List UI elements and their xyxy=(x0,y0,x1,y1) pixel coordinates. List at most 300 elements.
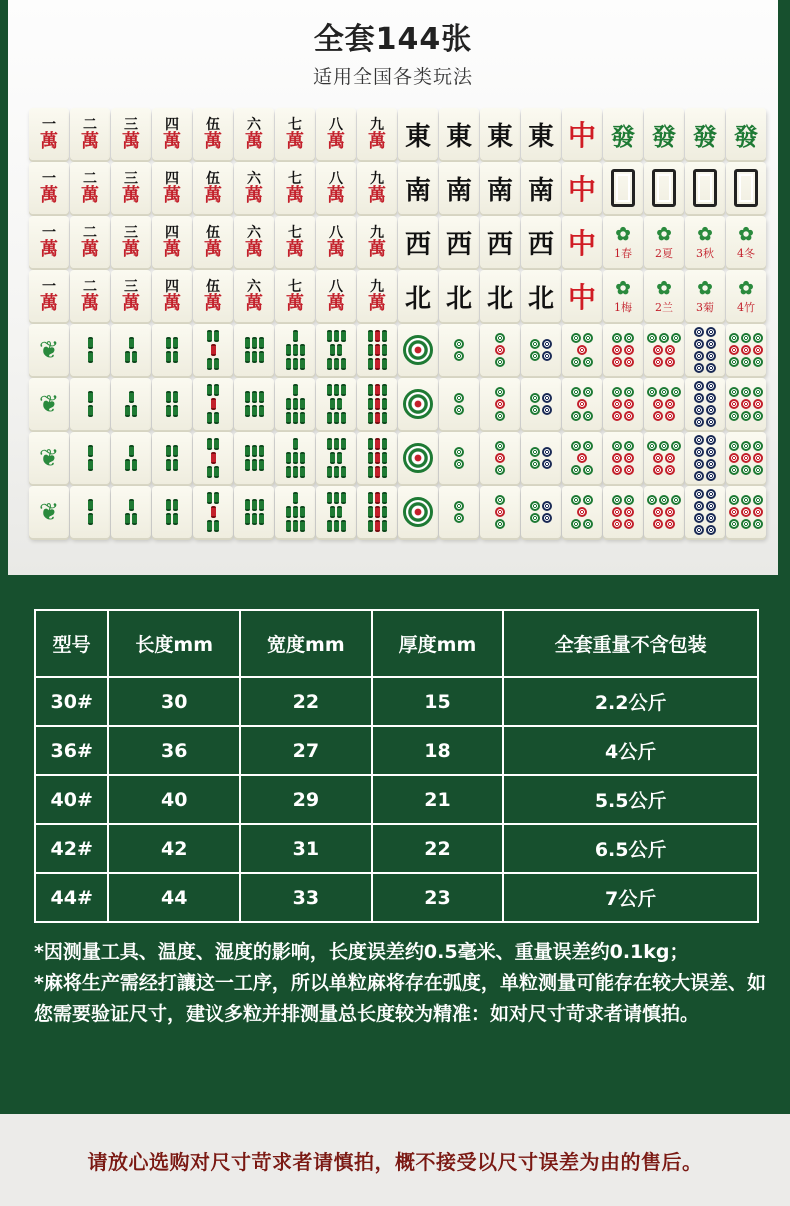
cell-width: 27 xyxy=(240,726,372,775)
bamboo-stick xyxy=(214,412,219,424)
circle-pip xyxy=(495,345,505,355)
circle-pip xyxy=(706,327,716,337)
bamboo-stick xyxy=(330,398,335,410)
bamboo-stick xyxy=(173,459,178,471)
mahjong-tile xyxy=(398,108,438,160)
circle-row xyxy=(653,465,675,475)
bamboo-stick xyxy=(286,398,291,410)
circle-pip xyxy=(454,447,464,457)
circle-pip xyxy=(694,363,704,373)
mahjong-tile xyxy=(111,324,151,376)
tile-number: 八 xyxy=(329,278,343,295)
circle-pip xyxy=(729,387,739,397)
mahjong-tile xyxy=(644,324,684,376)
mahjong-tile xyxy=(152,324,192,376)
circle-row xyxy=(454,351,464,361)
circle-pip xyxy=(495,357,505,367)
mahjong-tile xyxy=(357,162,397,214)
circle-pip xyxy=(624,465,634,475)
circle-face xyxy=(454,339,464,361)
circle-pip xyxy=(753,495,763,505)
bamboo-row xyxy=(207,412,219,424)
circle-pip xyxy=(694,405,704,415)
circle-pip xyxy=(741,357,751,367)
tile-number: 八 xyxy=(329,170,343,187)
mahjong-tile xyxy=(521,378,561,430)
mahjong-tile xyxy=(111,432,151,484)
wind-tile-face: 東 xyxy=(404,121,431,152)
circle-face xyxy=(454,393,464,415)
circle-pip xyxy=(583,333,593,343)
bamboo-face xyxy=(166,391,178,417)
bamboo-stick xyxy=(166,459,171,471)
circle-pip xyxy=(495,453,505,463)
bamboo-stick xyxy=(327,330,332,342)
circle-pip xyxy=(624,333,634,343)
bamboo-stick xyxy=(173,499,178,511)
circle-pip xyxy=(659,333,669,343)
mahjong-tile xyxy=(70,378,110,430)
bamboo-stick xyxy=(259,351,264,363)
circle-pip xyxy=(729,507,739,517)
mahjong-tile xyxy=(152,486,192,538)
bamboo-row xyxy=(166,405,178,417)
bamboo-row xyxy=(327,438,346,450)
bamboo-stick xyxy=(166,499,171,511)
tile-suit: 萬 xyxy=(163,292,181,314)
character-tile-face xyxy=(245,172,263,205)
bamboo-stick xyxy=(368,466,373,478)
tile-suit: 萬 xyxy=(327,238,345,260)
bamboo-face xyxy=(207,492,219,532)
tile-suit: 萬 xyxy=(327,130,345,152)
mahjong-tile xyxy=(562,270,602,322)
circle-pip xyxy=(659,387,669,397)
circle-pip xyxy=(653,399,663,409)
bamboo-stick xyxy=(368,492,373,504)
bamboo-stick xyxy=(382,492,387,504)
character-tile-face xyxy=(122,118,140,151)
circle-pip xyxy=(624,441,634,451)
circle-face xyxy=(454,447,464,469)
bamboo-stick xyxy=(382,330,387,342)
bamboo-face xyxy=(166,445,178,471)
flower-icon: ✿ xyxy=(697,224,713,246)
bamboo-row xyxy=(368,398,387,410)
bamboo-stick xyxy=(88,391,93,403)
bamboo-stick xyxy=(382,398,387,410)
bamboo-stick xyxy=(382,344,387,356)
circle-pip xyxy=(530,501,540,511)
circle-pip xyxy=(495,387,505,397)
circle-row xyxy=(612,399,634,409)
circle-pip xyxy=(583,519,593,529)
bamboo-stick xyxy=(337,344,342,356)
bamboo-stick xyxy=(327,384,332,396)
circle-row xyxy=(729,411,763,421)
tile-number: 一 xyxy=(42,278,56,295)
circle-row xyxy=(577,453,587,463)
tile-number: 六 xyxy=(247,116,261,133)
mahjong-tile xyxy=(234,324,274,376)
circle-row xyxy=(530,501,552,511)
bamboo-face xyxy=(88,391,93,417)
circle-pip xyxy=(495,333,505,343)
tile-suit: 萬 xyxy=(327,184,345,206)
circle-pip xyxy=(495,519,505,529)
bamboo-stick xyxy=(252,405,257,417)
bamboo-row xyxy=(88,445,93,457)
circle-pip xyxy=(495,495,505,505)
mahjong-tile xyxy=(29,270,69,322)
circle-row xyxy=(495,399,505,409)
circle-face xyxy=(530,339,552,361)
tile-number: 四 xyxy=(165,170,179,187)
mahjong-tile xyxy=(521,324,561,376)
mahjong-tile xyxy=(275,486,315,538)
bamboo-row xyxy=(286,452,305,464)
mahjong-tile xyxy=(29,324,69,376)
bamboo-face xyxy=(245,337,264,363)
mahjong-tile xyxy=(439,486,479,538)
tile-number: 七 xyxy=(288,170,302,187)
circle-row xyxy=(694,405,716,415)
bamboo-row xyxy=(129,499,134,511)
circle-pip xyxy=(729,495,739,505)
tile-suit: 萬 xyxy=(245,130,263,152)
circle-pip xyxy=(741,495,751,505)
bamboo-stick xyxy=(341,384,346,396)
circle-pip xyxy=(530,405,540,415)
circle-pip xyxy=(612,519,622,529)
bamboo-stick xyxy=(341,438,346,450)
mahjong-tile xyxy=(603,324,643,376)
mahjong-tile xyxy=(644,432,684,484)
bamboo-row xyxy=(286,520,305,532)
bamboo-stick xyxy=(245,513,250,525)
circle-face xyxy=(530,447,552,469)
circle-pip xyxy=(741,399,751,409)
flower-label: 2兰 xyxy=(655,300,673,314)
character-tile-face xyxy=(245,226,263,259)
circle-pip xyxy=(665,519,675,529)
circle-pip xyxy=(454,513,464,523)
bamboo-stick xyxy=(341,330,346,342)
circle-pip xyxy=(624,399,634,409)
bamboo-row xyxy=(327,330,346,342)
wind-tile-face: 南 xyxy=(527,175,554,206)
bamboo-face xyxy=(125,391,137,417)
circle-pip xyxy=(647,441,657,451)
bamboo-stick xyxy=(375,438,380,450)
circle-pip xyxy=(571,495,581,505)
bamboo-stick xyxy=(300,520,305,532)
circle-pip xyxy=(665,345,675,355)
bamboo-face xyxy=(125,337,137,363)
bamboo-row xyxy=(125,513,137,525)
character-tile-face xyxy=(204,172,222,205)
circle-face xyxy=(694,489,716,535)
circle-pip xyxy=(653,453,663,463)
bamboo-stick xyxy=(334,438,339,450)
mahjong-tile xyxy=(480,162,520,214)
circle-row xyxy=(454,339,464,349)
circle-pip xyxy=(671,333,681,343)
bamboo-stick xyxy=(327,520,332,532)
bamboo-stick xyxy=(245,445,250,457)
circle-row xyxy=(577,345,587,355)
bamboo-stick xyxy=(375,506,380,518)
bamboo-stick xyxy=(132,405,137,417)
wind-tile-face: 北 xyxy=(527,283,554,314)
circle-row xyxy=(647,333,681,343)
circle-pip xyxy=(706,363,716,373)
bamboo-stick xyxy=(293,520,298,532)
wind-tile-face: 北 xyxy=(486,283,513,314)
mahjong-tile xyxy=(644,378,684,430)
character-tile-face xyxy=(286,280,304,313)
wind-tile-face: 南 xyxy=(445,175,472,206)
circle-pip xyxy=(694,339,704,349)
tile-number: 三 xyxy=(124,278,138,295)
tile-number: 伍 xyxy=(206,116,220,133)
circle-row xyxy=(653,519,675,529)
mahjong-tile xyxy=(193,216,233,268)
bamboo-stick xyxy=(375,384,380,396)
circle-row xyxy=(694,435,716,445)
bamboo-stick xyxy=(341,358,346,370)
mahjong-tile xyxy=(70,270,110,322)
bamboo-stick xyxy=(214,466,219,478)
mahjong-tile xyxy=(29,486,69,538)
circle-pip xyxy=(542,339,552,349)
bamboo-row xyxy=(166,499,178,511)
mahjong-tile xyxy=(398,162,438,214)
circle-row xyxy=(495,387,505,397)
tile-suit: 萬 xyxy=(122,184,140,206)
bamboo-stick xyxy=(166,405,171,417)
bamboo-stick xyxy=(166,513,171,525)
mahjong-tile xyxy=(480,108,520,160)
circle-row xyxy=(653,399,675,409)
circle-pip xyxy=(653,465,663,475)
tile-number: 七 xyxy=(288,278,302,295)
mahjong-tile xyxy=(357,270,397,322)
circle-pip xyxy=(542,405,552,415)
circle-pip xyxy=(571,387,581,397)
circle-pip xyxy=(694,525,704,535)
tile-number: 伍 xyxy=(206,278,220,295)
mahjong-tile xyxy=(111,270,151,322)
bamboo-stick xyxy=(327,492,332,504)
flower-icon: ✿ xyxy=(656,224,672,246)
circle-pip xyxy=(753,507,763,517)
circle-pip xyxy=(665,399,675,409)
bamboo-stick xyxy=(293,506,298,518)
character-tile-face xyxy=(327,172,345,205)
circle-face xyxy=(495,333,505,367)
tile-number: 九 xyxy=(370,116,384,133)
cell-thickness: 23 xyxy=(372,873,504,922)
bamboo-row xyxy=(368,384,387,396)
bamboo-stick xyxy=(293,438,298,450)
circle-row xyxy=(612,357,634,367)
circle-row xyxy=(694,525,716,535)
circle-pip xyxy=(706,459,716,469)
circle-pip xyxy=(706,489,716,499)
tile-number: 九 xyxy=(370,224,384,241)
bamboo-stick xyxy=(214,384,219,396)
circle-face xyxy=(729,333,763,367)
circle-pip xyxy=(694,489,704,499)
circle-pip xyxy=(665,465,675,475)
tile-suit: 萬 xyxy=(204,130,222,152)
flower-icon: ✿ xyxy=(738,278,754,300)
circle-pip xyxy=(753,453,763,463)
mahjong-tile xyxy=(726,270,766,322)
character-tile-face xyxy=(122,172,140,205)
circle-row xyxy=(454,459,464,469)
bamboo-row xyxy=(293,330,298,342)
tile-number: 一 xyxy=(42,170,56,187)
bamboo-stick xyxy=(173,337,178,349)
circle-face xyxy=(729,441,763,475)
circle-pip xyxy=(495,507,505,517)
character-tile-face xyxy=(204,226,222,259)
circle-pip xyxy=(612,399,622,409)
bamboo-stick xyxy=(252,513,257,525)
bamboo-face xyxy=(327,330,346,370)
circle-pip xyxy=(729,441,739,451)
tile-suit: 萬 xyxy=(81,184,99,206)
circle-pip xyxy=(577,345,587,355)
bamboo-stick xyxy=(129,499,134,511)
bamboo-row xyxy=(245,513,264,525)
mahjong-tile xyxy=(562,324,602,376)
circle-pip xyxy=(530,513,540,523)
table-row xyxy=(35,824,758,873)
bamboo-row xyxy=(166,513,178,525)
bamboo-stick xyxy=(337,398,342,410)
mahjong-tile xyxy=(603,270,643,322)
cell-model: 40# xyxy=(35,775,108,824)
bamboo-stick xyxy=(375,452,380,464)
bamboo-stick xyxy=(341,492,346,504)
circle-row xyxy=(495,333,505,343)
bamboo-stick xyxy=(382,506,387,518)
bamboo-stick xyxy=(245,391,250,403)
bamboo-stick xyxy=(382,438,387,450)
flower-tile-face xyxy=(696,277,714,315)
circle-row xyxy=(571,519,593,529)
bamboo-row xyxy=(368,438,387,450)
bamboo-stick xyxy=(207,466,212,478)
bamboo-stick xyxy=(375,520,380,532)
tile-suit: 萬 xyxy=(163,184,181,206)
bamboo-face xyxy=(368,384,387,424)
flower-tile-face xyxy=(655,223,673,261)
circle-face xyxy=(530,501,552,523)
tile-number: 九 xyxy=(370,278,384,295)
mahjong-tile xyxy=(480,432,520,484)
bamboo-face xyxy=(286,384,305,424)
circle-face xyxy=(647,495,681,529)
character-tile-face xyxy=(81,118,99,151)
header-weight: 全套重量不含包装 xyxy=(503,610,758,677)
bamboo-face xyxy=(245,499,264,525)
tile-suit: 萬 xyxy=(40,238,58,260)
size-spec-table xyxy=(34,609,759,923)
bamboo-stick xyxy=(129,337,134,349)
tile-number: 六 xyxy=(247,170,261,187)
circle-pip xyxy=(612,453,622,463)
mahjong-tile xyxy=(480,378,520,430)
circle-row xyxy=(495,441,505,451)
circle-pip xyxy=(694,327,704,337)
wind-tile-face: 南 xyxy=(486,175,513,206)
circle-row xyxy=(454,513,464,523)
circle-face xyxy=(694,381,716,427)
green-dragon-face: 發 xyxy=(611,121,635,151)
bamboo-stick xyxy=(88,351,93,363)
bamboo-stick xyxy=(337,452,342,464)
circle-pip xyxy=(706,405,716,415)
note-curvature: *麻将生产需经打讓这一工序，所以单粒麻将存在弧度，单粒测量可能存在较大误差、如您需要验证尺寸，建议多粒并排测量总长度较为精准：如对尺寸苛求者请慎拍。 xyxy=(34,972,766,1025)
circle-face xyxy=(454,501,464,523)
mahjong-tile xyxy=(562,486,602,538)
bamboo-row xyxy=(327,412,346,424)
bamboo-stick xyxy=(368,520,373,532)
mahjong-tile xyxy=(70,324,110,376)
circle-pip xyxy=(729,519,739,529)
character-tile-face xyxy=(163,172,181,205)
mahjong-tile xyxy=(70,432,110,484)
bamboo-stick xyxy=(245,499,250,511)
circle-row xyxy=(694,381,716,391)
bamboo-row xyxy=(211,344,216,356)
tile-suit: 萬 xyxy=(81,292,99,314)
bamboo-stick xyxy=(252,499,257,511)
mahjong-tile xyxy=(29,108,69,160)
circle-row xyxy=(653,453,675,463)
mahjong-tile xyxy=(275,270,315,322)
circle-pip xyxy=(624,495,634,505)
circle-row xyxy=(694,351,716,361)
bamboo-stick xyxy=(132,513,137,525)
bamboo-row xyxy=(368,506,387,518)
mahjong-tile xyxy=(316,486,356,538)
circle-pip xyxy=(624,453,634,463)
mahjong-tile xyxy=(398,432,438,484)
bamboo-row xyxy=(368,466,387,478)
mahjong-tile xyxy=(685,486,725,538)
mahjong-tile xyxy=(29,216,69,268)
bamboo-row xyxy=(211,506,216,518)
bamboo-stick xyxy=(293,384,298,396)
tile-suit: 萬 xyxy=(122,238,140,260)
bamboo-stick xyxy=(259,459,264,471)
flower-label: 2夏 xyxy=(655,246,673,260)
mahjong-tile xyxy=(357,378,397,430)
circle-pip xyxy=(571,357,581,367)
circle-pip xyxy=(659,441,669,451)
bamboo-row xyxy=(293,492,298,504)
circle-pip xyxy=(694,435,704,445)
bamboo-face xyxy=(368,492,387,532)
tile-number: 六 xyxy=(247,278,261,295)
circle-pip xyxy=(665,453,675,463)
bamboo-stick xyxy=(334,466,339,478)
